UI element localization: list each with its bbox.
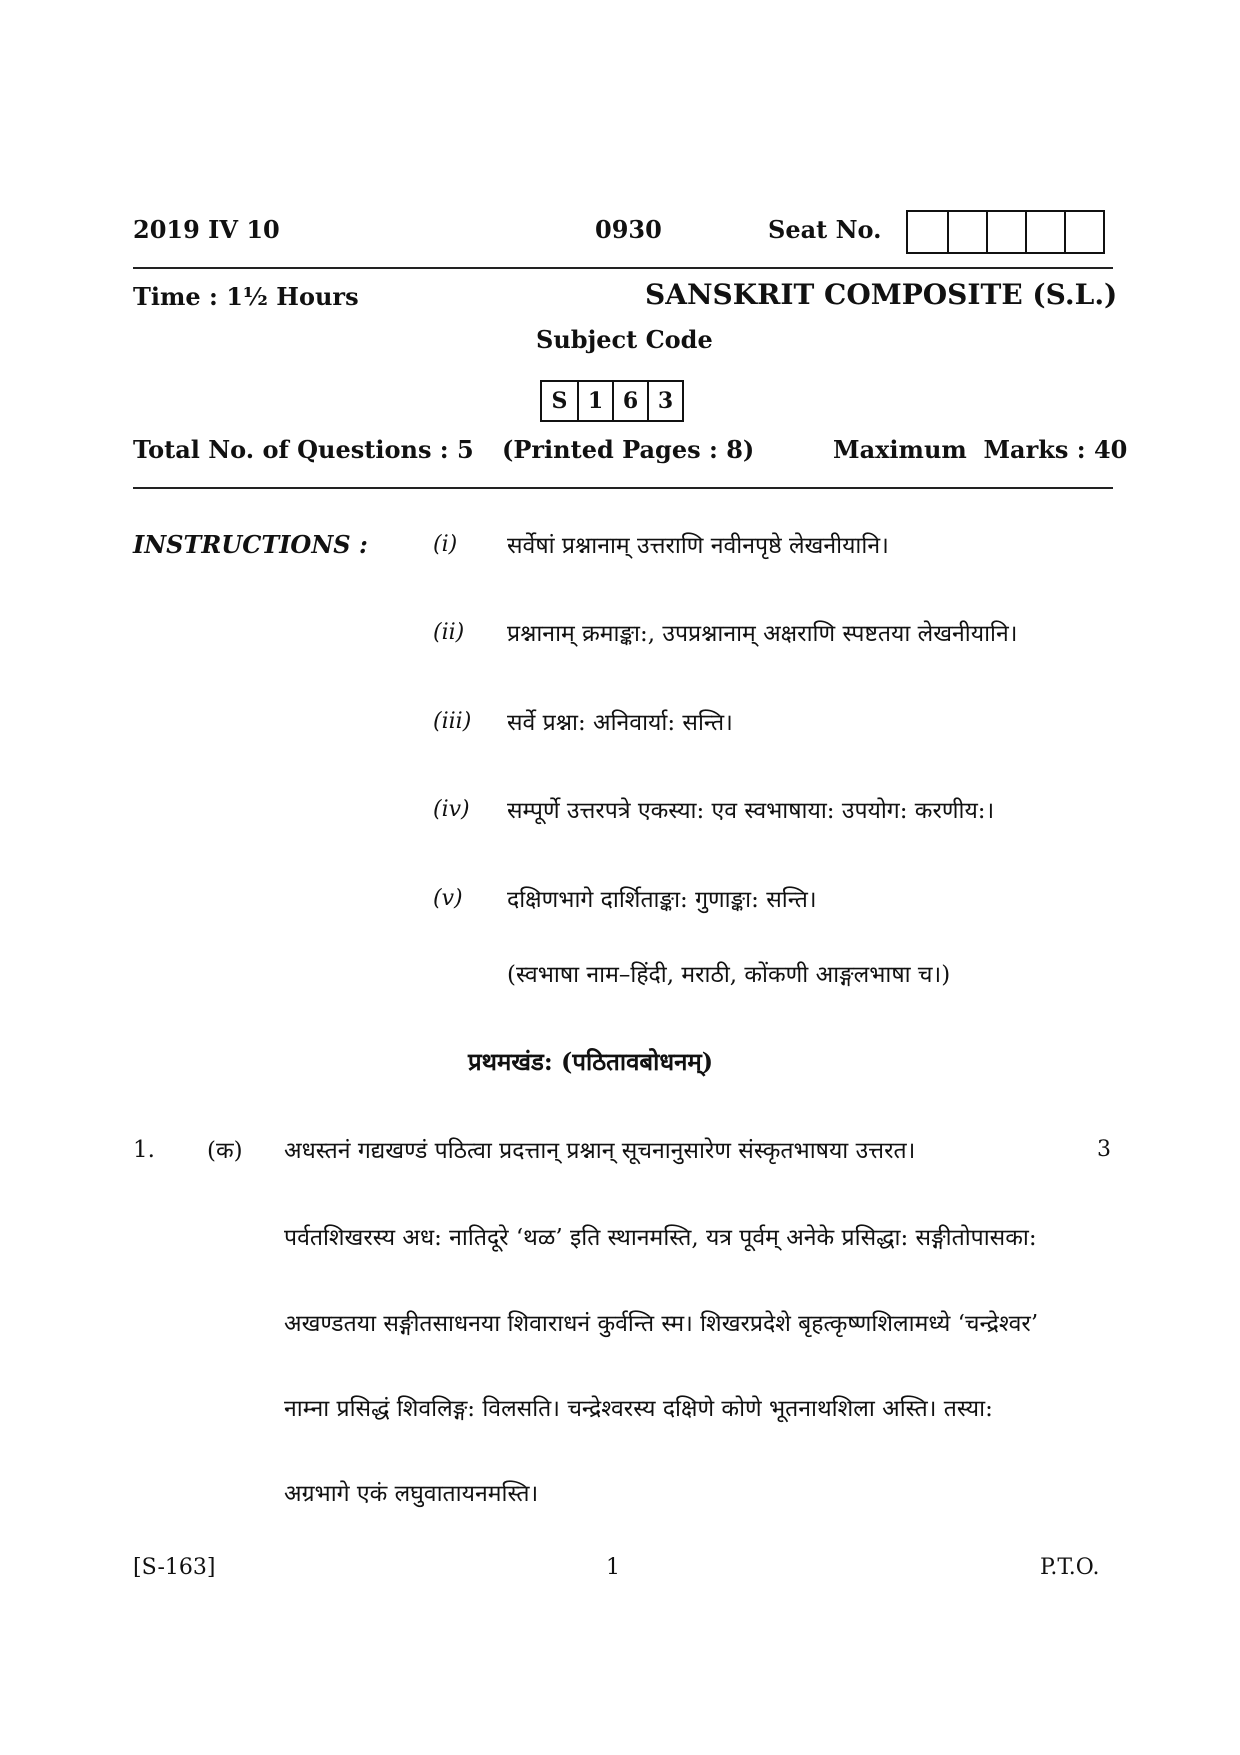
seat-box[interactable] (947, 212, 986, 252)
instruction-text: प्रश्नानाम् क्रमाङ्का:, उपप्रश्नानाम् अक्षराणि स्पष्टतया लेखनीयानि। (507, 621, 1018, 647)
printed-pages: (Printed Pages : 8) (502, 435, 755, 464)
seat-number-boxes[interactable] (906, 210, 1105, 254)
max-marks: Maximum Marks : 40 (833, 435, 1128, 464)
seat-box[interactable] (908, 212, 947, 252)
question-sub-label: (क) (207, 1138, 243, 1164)
instruction-note: (स्वभाषा नाम–हिंदी, मराठी, कोंकणी आङ्गलभाषा च।) (507, 962, 951, 988)
instruction-number: (v) (433, 886, 463, 911)
code-char: S (551, 388, 568, 414)
pto-label: P.T.O. (1040, 1555, 1100, 1580)
passage-line: पर्वतशिखरस्य अध: नातिदूरे ‘थळ’ इति स्थानमस्ति, यत्र पूर्वम् अनेके प्रसिद्धा: सङ्गीतोपासका: (284, 1225, 1037, 1251)
instruction-number: (iii) (433, 709, 472, 734)
date-code: 2019 IV 10 (133, 215, 280, 244)
instruction-text: दक्षिणभागे दार्शिताङ्का: गुणाङ्का: सन्ति। (507, 887, 817, 913)
question-text: अधस्तनं गद्यखण्डं पठित्वा प्रदत्तान् प्रश्नान् सूचनानुसारेण संस्कृतभाषया उत्तरत। (284, 1138, 916, 1164)
seat-box[interactable] (1025, 212, 1064, 252)
question-marks: 3 (1097, 1137, 1111, 1162)
seat-label: Seat No. (768, 215, 882, 244)
subject-code-label: Subject Code (536, 325, 713, 354)
page-number: 1 (606, 1555, 620, 1580)
subject-title: SANSKRIT COMPOSITE (S.L.) (645, 278, 1118, 311)
code-char: 1 (577, 382, 612, 420)
divider (133, 487, 1113, 489)
question-number: 1. (133, 1137, 155, 1163)
seat-box[interactable] (986, 212, 1025, 252)
footer-code: [S-163] (133, 1555, 216, 1580)
instruction-number: (iv) (433, 797, 470, 822)
instruction-text: सम्पूर्णे उत्तरपत्रे एकस्या: एव स्वभाषाया: उपयोग: करणीय:। (507, 798, 995, 824)
section-title: प्रथमखंड: (पठितावबोधनम्) (468, 1047, 714, 1076)
divider (133, 267, 1113, 269)
instruction-number: (ii) (433, 620, 465, 645)
instructions-label: INSTRUCTIONS : (133, 530, 368, 559)
passage-line: अखण्डतया सङ्गीतसाधनया शिवाराधनं कुर्वन्ति स्म। शिखरप्रदेशे बृहत्कृष्णशिलामध्ये ‘चन्द्रेश्वर’ (284, 1311, 1039, 1337)
paper-code: 0930 (595, 215, 662, 244)
passage-line: नाम्ना प्रसिद्धं शिवलिङ्ग: विलसति। चन्द्रेश्वरस्य दक्षिणे कोणे भूतनाथशिला अस्ति। तस्या: (284, 1396, 993, 1422)
total-questions: Total No. of Questions : 5 (133, 435, 474, 464)
instruction-number: (i) (433, 532, 458, 557)
subject-code-boxes (540, 380, 684, 422)
seat-box[interactable] (1064, 212, 1103, 252)
instruction-text: सर्वेषां प्रश्नानाम् उत्तराणि नवीनपृष्ठे लेखनीयानि। (507, 533, 889, 559)
instruction-text: सर्वे प्रश्ना: अनिवार्या: सन्ति। (507, 710, 733, 736)
passage-line: अग्रभागे एकं लघुवातायनमस्ति। (284, 1481, 539, 1507)
time-allowed: Time : 1½ Hours (133, 282, 359, 311)
code-char: 3 (647, 382, 682, 420)
code-char: 6 (612, 382, 647, 420)
